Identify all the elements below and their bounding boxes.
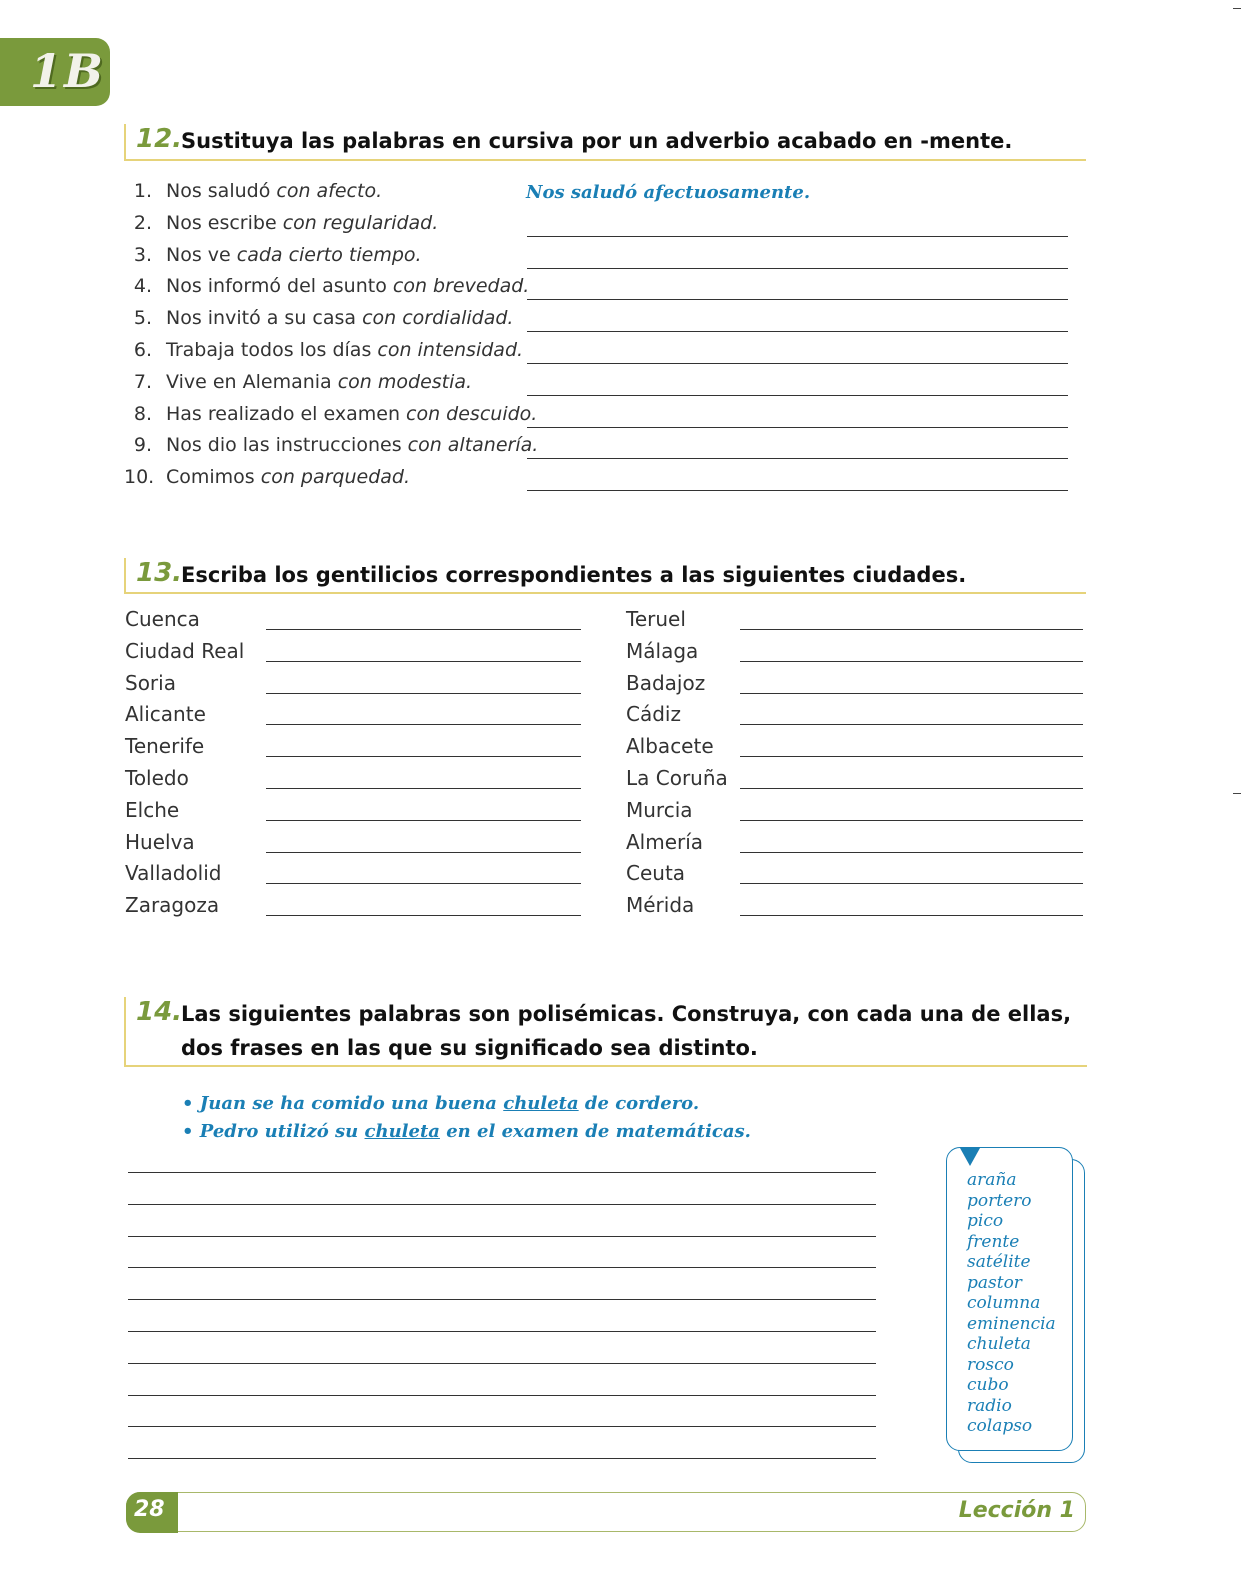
word-box-item: araña (967, 1170, 1017, 1190)
lesson-label: Lección 1 (958, 1498, 1075, 1523)
answer-line[interactable] (128, 1331, 876, 1332)
answer-line[interactable] (740, 820, 1083, 821)
answer-line[interactable] (527, 395, 1068, 396)
item-italic-phrase: con brevedad. (392, 275, 530, 298)
item-italic-phrase: con regularidad. (282, 211, 439, 234)
item-text: Nos invitó a su casa (166, 307, 363, 330)
answer-line[interactable] (266, 852, 581, 853)
answer-line[interactable] (740, 661, 1083, 662)
item-text: Nos informó del asunto (166, 275, 393, 298)
city-name: Málaga (626, 638, 699, 663)
item-sentence (166, 180, 382, 202)
item-number: 1. (133, 180, 152, 202)
word-box-item: frente (967, 1231, 1020, 1252)
page-footer (126, 1492, 1086, 1532)
answer-line[interactable] (128, 1267, 876, 1268)
word-box-item: satélite (967, 1252, 1031, 1272)
city-name: Cuenca (125, 607, 200, 631)
answer-line[interactable] (128, 1172, 876, 1173)
exercise-13-header (124, 558, 1086, 594)
crop-mark (1233, 8, 1241, 9)
answer-line[interactable] (527, 268, 1068, 269)
item-sentence (166, 403, 537, 425)
exercise-12-header (124, 124, 1086, 161)
answer-line[interactable] (128, 1426, 876, 1427)
item-italic-phrase: con descuido. (406, 402, 538, 425)
answer-line[interactable] (527, 299, 1068, 300)
city-name: Soria (125, 670, 176, 695)
example-sentence-1: • Juan se ha comido una buena chuleta de cordero. (182, 1093, 700, 1114)
word-box-item: eminencia (967, 1313, 1056, 1334)
exercise-title-line1: Las siguientes palabras son polisémicas. Construya, con cada una de ellas, (181, 1002, 1072, 1026)
answer-line[interactable] (527, 427, 1068, 428)
answer-line[interactable] (266, 883, 581, 884)
exercise-number: 12. (136, 124, 183, 154)
city-name: La Coruña (626, 766, 728, 790)
city-name: Albacete (626, 734, 714, 759)
page-number-tab (126, 1492, 178, 1533)
item-italic-phrase: con parquedad. (260, 466, 411, 489)
answer-line[interactable] (128, 1299, 876, 1300)
answer-line[interactable] (527, 458, 1068, 459)
word-box-item: colapso (967, 1416, 1033, 1436)
answer-line[interactable] (740, 788, 1083, 789)
item-text: Trabaja todos los días (166, 339, 378, 361)
item-sentence (166, 466, 410, 488)
city-name: Murcia (626, 797, 693, 822)
answer-line[interactable] (266, 724, 581, 725)
exercise-number: 13. (136, 558, 183, 588)
city-name: Zaragoza (125, 893, 220, 918)
city-name: Toledo (125, 766, 189, 790)
example-answer: Nos saludó afectuosamente. (526, 182, 811, 203)
item-text: Comimos (166, 466, 261, 489)
unit-tab (0, 38, 110, 106)
city-name: Valladolid (125, 861, 222, 886)
answer-line[interactable] (266, 756, 581, 757)
answer-line[interactable] (740, 756, 1083, 757)
answer-line[interactable] (527, 331, 1068, 332)
answer-line[interactable] (128, 1395, 876, 1396)
answer-line[interactable] (128, 1458, 876, 1459)
answer-line[interactable] (266, 788, 581, 789)
word-box-item: pico (967, 1211, 1004, 1231)
answer-line[interactable] (527, 236, 1068, 237)
word-box-item: rosco (967, 1354, 1014, 1375)
item-text: Vive en Alemania (166, 370, 338, 393)
item-italic-phrase: con afecto. (276, 180, 383, 202)
exercise-title: Sustituya las palabras en cursiva por un adverbio acabado en -mente. (181, 129, 1013, 153)
item-sentence (166, 371, 472, 393)
page-number: 28 (134, 1497, 165, 1522)
word-box-item: radio (967, 1395, 1012, 1416)
item-number: 7. (133, 370, 152, 393)
item-text: Has realizado el examen (166, 402, 407, 425)
item-sentence (166, 244, 422, 266)
item-sentence (166, 434, 538, 456)
word-box-item: chuleta (967, 1334, 1031, 1354)
item-sentence (166, 275, 529, 297)
item-number: 2. (133, 211, 152, 234)
answer-line[interactable] (740, 629, 1083, 630)
underlined-word: chuleta (364, 1121, 440, 1142)
city-name: Teruel (626, 607, 686, 631)
exercise-number: 14. (136, 997, 183, 1027)
city-name: Alicante (125, 702, 206, 727)
item-italic-phrase: con intensidad. (377, 339, 524, 361)
answer-line[interactable] (266, 915, 581, 916)
answer-line[interactable] (740, 915, 1083, 916)
answer-line[interactable] (266, 820, 581, 821)
item-sentence (166, 212, 438, 234)
item-number: 5. (133, 307, 152, 330)
city-name: Tenerife (125, 734, 205, 759)
word-box-item: columna (967, 1293, 1041, 1313)
answer-line[interactable] (266, 661, 581, 662)
answer-line[interactable] (527, 490, 1068, 491)
city-name: Mérida (626, 893, 695, 918)
item-text: Nos escribe (166, 211, 283, 234)
answer-line[interactable] (128, 1204, 876, 1205)
exercise-title: Escriba los gentilicios correspondientes a las siguientes ciudades. (181, 563, 967, 587)
item-italic-phrase: con modestia. (337, 370, 473, 393)
city-name: Badajoz (626, 670, 706, 695)
city-name: Almería (626, 829, 704, 854)
answer-line[interactable] (128, 1363, 876, 1364)
answer-line[interactable] (266, 629, 581, 630)
answer-line[interactable] (740, 883, 1083, 884)
answer-line[interactable] (740, 693, 1083, 694)
item-italic-phrase: cada cierto tiempo. (236, 243, 422, 266)
example-sentence-2: • Pedro utilizó su chuleta en el examen de matemáticas. (182, 1121, 751, 1142)
exercise-14-header (124, 997, 1087, 1067)
city-name: Ceuta (626, 861, 686, 886)
item-number: 8. (133, 402, 152, 425)
item-text: Nos dio las instrucciones (166, 434, 408, 457)
word-box-item: pastor (967, 1272, 1022, 1293)
item-italic-phrase: con altanería. (407, 434, 539, 457)
item-text: Nos saludó (166, 180, 277, 202)
city-name: Huelva (125, 829, 195, 854)
item-number: 10. (124, 466, 155, 489)
item-italic-phrase: con cordialidad. (362, 307, 514, 330)
crop-mark (1233, 793, 1241, 794)
answer-line[interactable] (527, 363, 1068, 364)
item-number: 4. (133, 275, 152, 298)
unit-label: 1B (30, 44, 105, 98)
word-box-item: cubo (967, 1375, 1009, 1395)
answer-line[interactable] (128, 1236, 876, 1237)
city-name: Cádiz (626, 702, 681, 727)
item-sentence (166, 339, 523, 361)
item-number: 3. (133, 243, 152, 266)
answer-line[interactable] (740, 724, 1083, 725)
item-sentence (166, 307, 513, 329)
word-box-item: portero (967, 1190, 1032, 1211)
item-text: Nos ve (166, 243, 237, 266)
city-name: Elche (125, 797, 180, 822)
city-name: Ciudad Real (125, 638, 245, 663)
answer-line[interactable] (266, 693, 581, 694)
item-number: 6. (133, 339, 152, 361)
exercise-title-line2: dos frases en las que su significado sea distinto. (181, 1036, 758, 1060)
underlined-word: chuleta (503, 1093, 579, 1114)
item-number: 9. (133, 434, 152, 457)
triangle-marker-icon (960, 1148, 980, 1166)
answer-line[interactable] (740, 852, 1083, 853)
